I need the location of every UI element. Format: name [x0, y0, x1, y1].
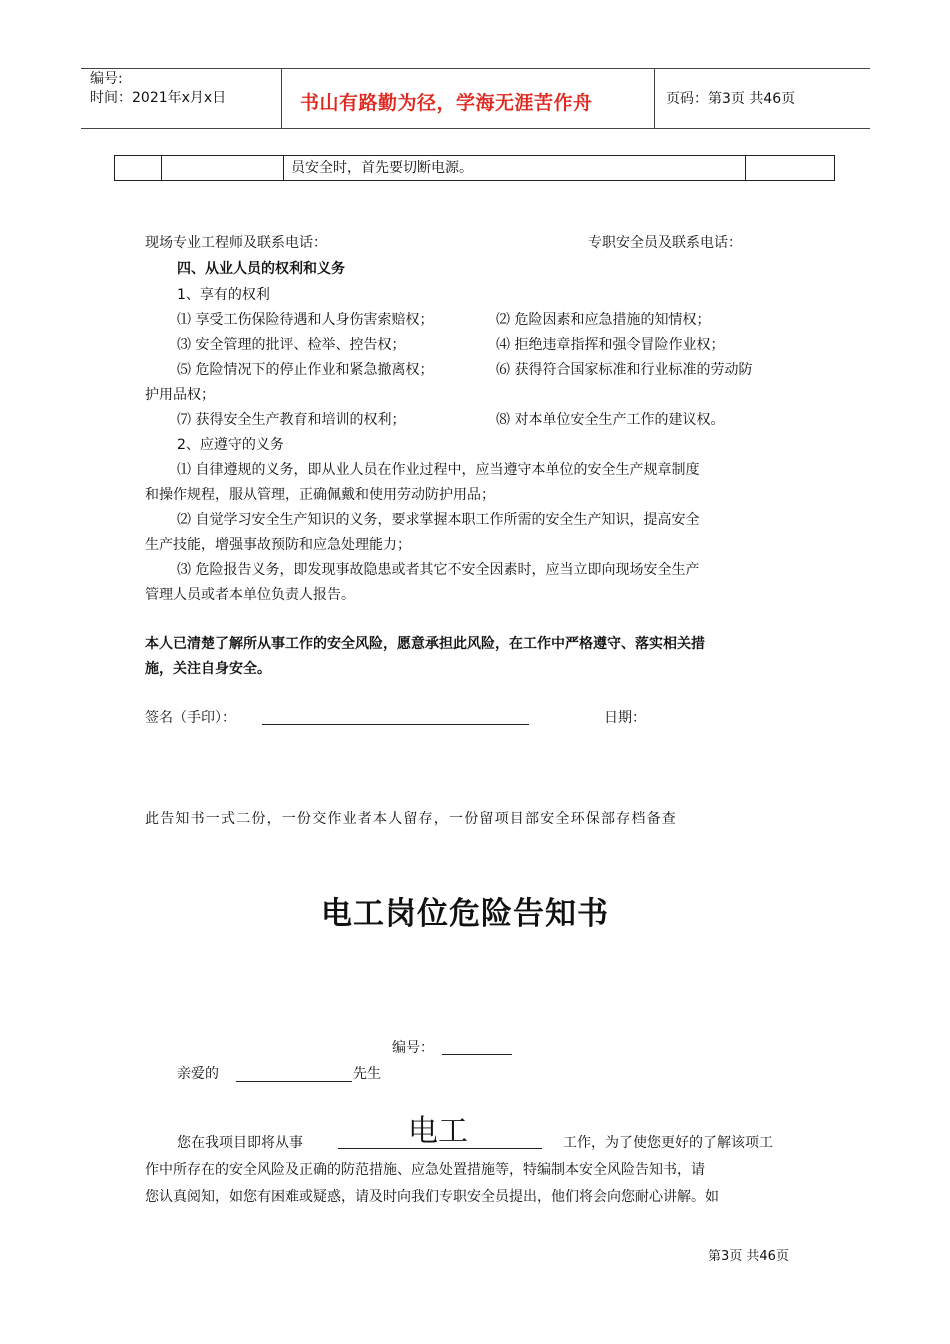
header-divider-right — [654, 68, 655, 129]
right-item: ⑴ 享受工伤保险待遇和人身伤害索赔权； — [177, 312, 434, 328]
signature-label: 签名（手印）： — [145, 710, 236, 726]
notice-serial-blank[interactable] — [442, 1054, 512, 1055]
right-item: ⑺ 获得安全生产教育和培训的权利； — [177, 412, 406, 428]
duty-item-continuation: 和操作规程，服从管理，正确佩戴和使用劳动防护用品； — [145, 487, 495, 503]
declaration-line: 施，关注自身安全。 — [145, 661, 271, 677]
intro-prefix: 您在我项目即将从事 — [177, 1135, 303, 1151]
table-cell-divider — [283, 156, 284, 180]
section-heading: 四、从业人员的权利和义务 — [177, 261, 345, 277]
right-item: ⑸ 危险情况下的停止作业和紧急撤离权； — [177, 362, 434, 378]
duty-item-continuation: 管理人员或者本单位负责人报告。 — [145, 587, 355, 603]
duty-item: ⑶ 危险报告义务，即发现事故隐患或者其它不安全因素时，应当立即向现场安全生产 — [177, 562, 700, 578]
intro-line: 作中所存在的安全风险及正确的防范措施、应急处置措施等，特编制本安全风险告知书，请 — [145, 1162, 705, 1178]
header-top-rule — [81, 68, 870, 69]
greeting-suffix: 先生 — [353, 1066, 381, 1082]
right-item: ⑷ 拒绝违章指挥和强令冒险作业权； — [496, 337, 725, 353]
signature-blank[interactable] — [262, 724, 529, 725]
duty-item-continuation: 生产技能，增强事故预防和应急处理能力； — [145, 537, 411, 553]
right-item-continuation: 护用品权； — [145, 387, 215, 403]
table-cell-divider — [745, 156, 746, 180]
notice-title: 电工岗位危险告知书 — [321, 896, 609, 932]
table-cell-text: 员安全时，首先要切断电源。 — [291, 160, 473, 176]
intro-line: 您认真阅知，如您有困难或疑惑，请及时向我们专职安全员提出，他们将会向您耐心讲解。如 — [145, 1189, 719, 1205]
job-fill-text: 电工 — [408, 1114, 468, 1149]
right-item: ⑶ 安全管理的批评、检举、控告权； — [177, 337, 406, 353]
rights-heading: 1、享有的权利 — [177, 287, 270, 303]
header-page-label: 页码：第3页 共46页 — [666, 91, 796, 107]
notice-serial-label: 编号： — [392, 1040, 434, 1056]
copies-note: 此告知书一式二份，一份交作业者本人留存，一份留项目部安全环保部存档备查 — [145, 811, 677, 827]
engineer-contact-label: 现场专业工程师及联系电话： — [145, 235, 327, 251]
greeting-name-blank[interactable] — [236, 1081, 352, 1082]
header-bottom-rule — [81, 128, 870, 129]
table-cell-divider — [161, 156, 162, 180]
greeting-prefix: 亲爱的 — [177, 1066, 219, 1082]
continuation-table-row — [114, 155, 835, 181]
intro-suffix: 工作，为了使您更好的了解该项工 — [563, 1135, 773, 1151]
footer-page-number: 第3页 共46页 — [708, 1249, 789, 1264]
right-item: ⑹ 获得符合国家标准和行业标准的劳动防 — [496, 362, 753, 378]
declaration-line: 本人已清楚了解所从事工作的安全风险，愿意承担此风险，在工作中严格遵守、落实相关措 — [145, 636, 705, 652]
duties-heading: 2、应遵守的义务 — [177, 437, 284, 453]
right-item: ⑻ 对本单位安全生产工作的建议权。 — [496, 412, 725, 428]
duty-item: ⑴ 自律遵规的义务，即从业人员在作业过程中，应当遵守本单位的安全生产规章制度 — [177, 462, 700, 478]
safety-officer-contact-label: 专职安全员及联系电话： — [588, 235, 742, 251]
right-item: ⑵ 危险因素和应急措施的知情权； — [496, 312, 711, 328]
header-motto: 书山有路勤为径，学海无涯苦作舟 — [300, 92, 593, 114]
date-label: 日期： — [604, 710, 646, 726]
header-serial-label: 编号: — [90, 71, 123, 87]
header-time-label: 时间：2021年x月x日 — [90, 90, 227, 106]
header-divider-left — [281, 68, 282, 129]
duty-item: ⑵ 自觉学习安全生产知识的义务，要求掌握本职工作所需的安全生产知识，提高安全 — [177, 512, 700, 528]
